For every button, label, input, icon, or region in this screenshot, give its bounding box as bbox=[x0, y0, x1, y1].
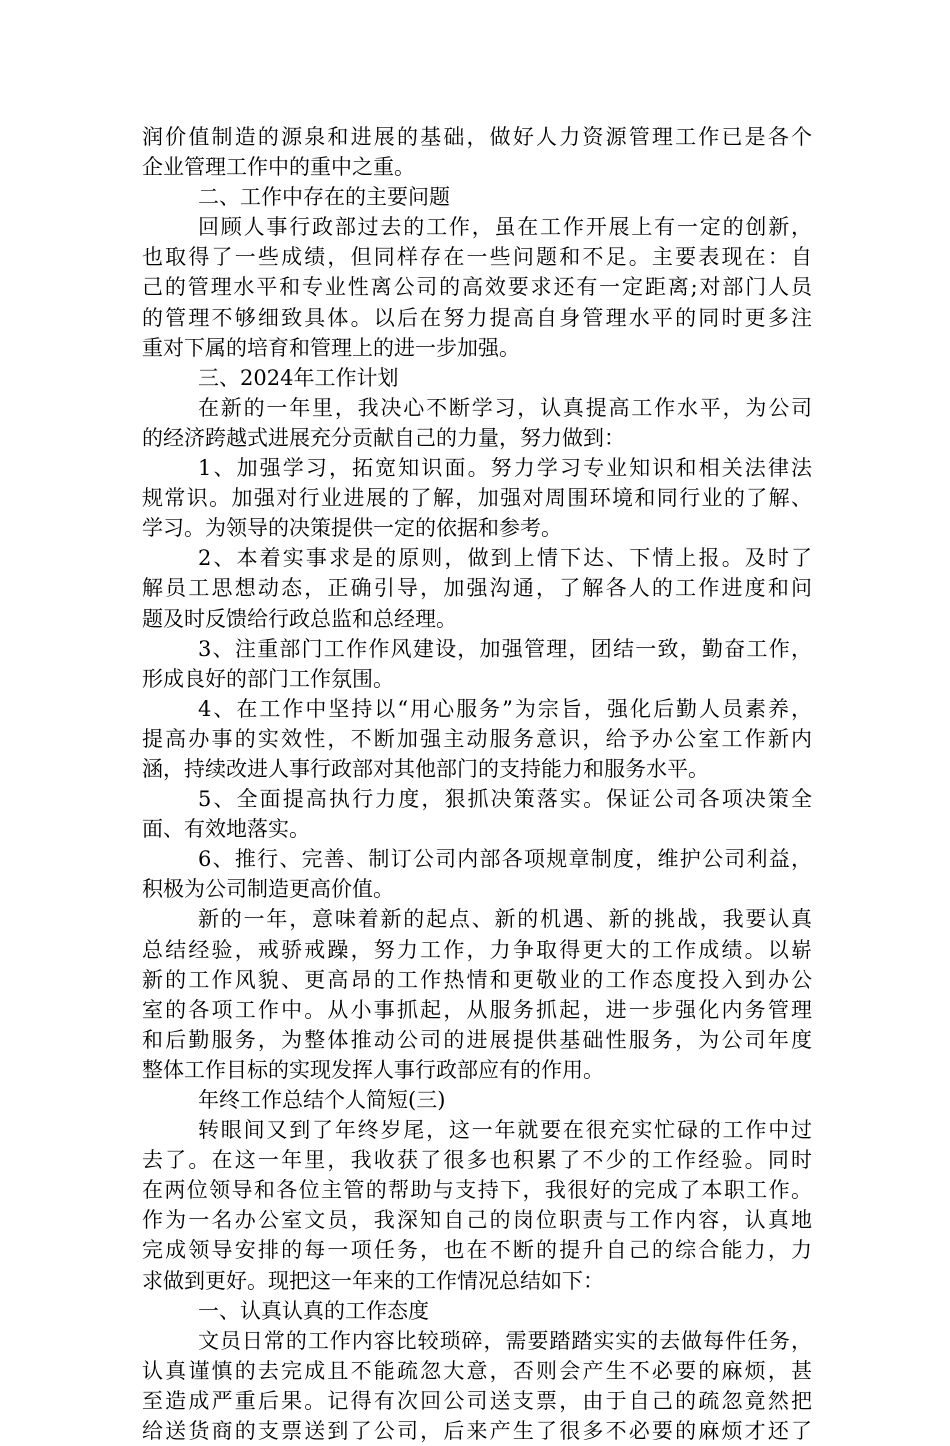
paragraph-first-line: 回顾人事行政部过去的工作，虽在工作开展上有一定的创新， bbox=[198, 215, 812, 240]
paragraph-line: 涵，持续改进人事行政部对其他部门的支持能力和服务水平。 bbox=[142, 756, 709, 781]
paragraph-first-line: 一、认真认真的工作态度 bbox=[198, 1298, 429, 1323]
paragraph-line: 重对下属的培育和管理上的进一步加强。 bbox=[142, 335, 520, 360]
paragraph-line: 的管理不够细致具体。以后在努力提高自身管理水平的同时更多注 bbox=[142, 305, 812, 330]
paragraph-line: 企业管理工作中的重中之重。 bbox=[142, 155, 415, 180]
paragraph-first-line: 2、本着实事求是的原则，做到上情下达、下情上报。及时了 bbox=[198, 546, 812, 571]
paragraph-line: 解员工思想动态，正确引导，加强沟通，了解各人的工作进度和问 bbox=[142, 576, 812, 601]
paragraph-first-line: 6、推行、完善、制订公司内部各项规章制度，维护公司利益， bbox=[198, 847, 812, 872]
paragraph-line: 总结经验，戒骄戒躁，努力工作，力争取得更大的工作成绩。以崭 bbox=[142, 937, 812, 962]
paragraph-line: 去了。在这一年里，我收获了很多也积累了不少的工作经验。同时 bbox=[142, 1148, 812, 1173]
paragraph-line: 至造成严重后果。记得有次回公司送支票，由于自己的疏忽竟然把 bbox=[142, 1388, 812, 1413]
paragraph-line: 作为一名办公室文员，我深知自己的岗位职责与工作内容，认真地 bbox=[142, 1208, 812, 1233]
paragraph-line: 积极为公司制造更高价值。 bbox=[142, 877, 394, 902]
paragraph-line: 己的管理水平和专业性离公司的高效要求还有一定距离;对部门人员 bbox=[142, 275, 812, 300]
paragraph-line: 面、有效地落实。 bbox=[142, 817, 310, 842]
paragraph-first-line: 转眼间又到了年终岁尾，这一年就要在很充实忙碌的工作中过 bbox=[198, 1118, 812, 1143]
paragraph-line: 提高办事的实效性，不断加强主动服务意识，给予办公室工作新内 bbox=[142, 726, 812, 751]
paragraph-line: 润价值制造的源泉和进展的基础，做好人力资源管理工作已是各个 bbox=[142, 125, 812, 149]
paragraph-first-line: 1、加强学习，拓宽知识面。努力学习专业知识和相关法律法 bbox=[198, 456, 812, 481]
paragraph-line: 认真谨慎的去完成且不能疏忽大意，否则会产生不必要的麻烦，甚 bbox=[142, 1358, 812, 1383]
paragraph-line: 规常识。加强对行业进展的了解，加强对周围环境和同行业的了解、 bbox=[142, 486, 812, 511]
paragraph-line: 给送货商的支票送到了公司，后来产生了很多不必要的麻烦才还了 bbox=[142, 1419, 812, 1444]
paragraph-line: 新的工作风貌、更高昂的工作热情和更敬业的工作态度投入到办公 bbox=[142, 967, 812, 992]
paragraph-first-line: 5、全面提高执行力度，狠抓决策落实。保证公司各项决策全 bbox=[198, 787, 812, 812]
paragraph-line: 学习。为领导的决策提供一定的依据和参考。 bbox=[142, 516, 562, 541]
paragraph-line: 的经济跨越式进展充分贡献自己的力量，努力做到： bbox=[142, 425, 625, 450]
paragraph-first-line: 3、注重部门工作作风建设，加强管理，团结一致，勤奋工作， bbox=[198, 636, 812, 661]
paragraph-first-line: 二、工作中存在的主要问题 bbox=[198, 185, 450, 210]
paragraph-line: 室的各项工作中。从小事抓起，从服务抓起，进一步强化内务管理 bbox=[142, 997, 812, 1022]
paragraph-first-line: 年终工作总结个人简短(三) bbox=[198, 1088, 446, 1112]
paragraph-line: 整体工作目标的实现发挥人事行政部应有的作用。 bbox=[142, 1057, 604, 1082]
paragraph-line: 在两位领导和各位主管的帮助与支持下，我很好的完成了本职工作。 bbox=[142, 1178, 812, 1203]
document-body bbox=[142, 122, 812, 1446]
paragraph-line: 题及时反馈给行政总监和总经理。 bbox=[142, 606, 457, 631]
paragraph-line: 完成领导安排的每一项任务，也在不断的提升自己的综合能力，力 bbox=[142, 1238, 812, 1263]
paragraph-first-line: 4、在工作中坚持以“用心服务”为宗旨，强化后勤人员素养， bbox=[198, 696, 812, 721]
paragraph-line: 形成良好的部门工作氛围。 bbox=[142, 666, 394, 691]
paragraph-first-line: 三、2024年工作计划 bbox=[198, 365, 399, 390]
paragraph-line: 求做到更好。现把这一年来的工作情况总结如下： bbox=[142, 1268, 604, 1293]
paragraph-first-line: 新的一年，意味着新的起点、新的机遇、新的挑战，我要认真 bbox=[198, 907, 812, 932]
paragraph-line: 也取得了一些成绩，但同样存在一些问题和不足。主要表现在：自 bbox=[142, 245, 812, 270]
paragraph-line: 和后勤服务，为整体推动公司的进展提供基础性服务，为公司年度 bbox=[142, 1027, 812, 1052]
paragraph-first-line: 在新的一年里，我决心不断学习，认真提高工作水平，为公司 bbox=[198, 395, 812, 420]
paragraph-first-line: 文员日常的工作内容比较琐碎，需要踏踏实实的去做每件任务， bbox=[198, 1328, 812, 1353]
